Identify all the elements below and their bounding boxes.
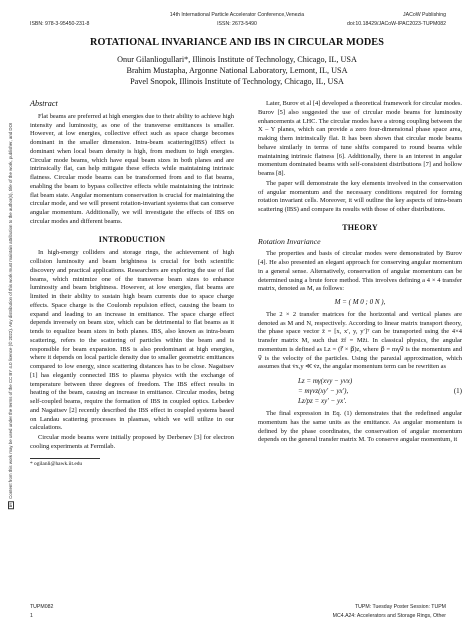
transfer-matrix-equation: M = ( M 0 ; 0 N ), — [334, 298, 386, 306]
abstract-text: Flat beams are preferred at high energies due to their ability to achieve high intensity and luminosity, as one of the transverse emittances is smaller. However, at low energies, collective effect such as space charge becomes dominant in the smaller dimension. Intra-beam scattering(IBS) effect is dominant when local beam density is high, from medium to high energies. Circular mode beams, which have equal beam sizes in both planes and are intrinsically flat, can help mitigate these effects while maintaining intrinsic flatness. Circular mode beams can be transformed from and to flat beams, enabling the beam to bypass collective effects while maintaining the intrinsic flat beam state. Angular momentum conservation is crucial for maintaining the circular mode, and we will present rotation-invariant systems that can conserve angular momentum. Additionally, we will investigate the effects of IBS on circular modes and different beams. — [30, 112, 234, 225]
theory-paragraph-3: The final expression in Eq. (1) demonstrates that the redefined angular momentum has the same units as the emittance. As angular momentum is defined by the phase coordinates, the conservation of angular momentum depends on the general transfer matrix M. To conserve angular momentum, it — [258, 410, 462, 444]
right-column — [258, 100, 462, 445]
doi-label: doi:10.18429/JACoW-IPAC2023-TUPM082 — [347, 21, 446, 27]
paper-code-footer: TUPM082 — [30, 604, 54, 610]
right-paragraph-1: Later, Burov et al [4] developed a theoretical framework for circular modes. Burov [5] also suggested the use of circular mode beams for luminosity enhancements at LHC. The circular modes have a strong coupling between the X – Y planes, which can provide a zero four-dimensional phase space area, making them intrinsically flat. It has been shown that circular mode beams behave similarly in terms of tune shifts compared to round beams while maintaining intrinsic flatness [6]. Additionally, there is an interest in angular momentum dominated beams with self-consistent distributions [7] and hollow beams [8]. — [258, 100, 462, 177]
license-text: Content from this work may be used under the terms of the CC BY 4.0 licence (© 2022). Any distribution of this work must maintain attribution to the author(s), title of the work, publisher, and DOI — [8, 122, 13, 499]
license-text-wrapper — [8, 123, 14, 510]
conference-header: 14th International Particle Accelerator Conference,Venezia — [169, 12, 305, 18]
theory-paragraph-2: The 2 × 2 transfer matrices for the horizontal and vertical planes are denoted as M and N, respectively. According to linear matrix transport theory, the phase space vector z̄ = [x, x′, y, y′]ᵀ can be transported using the 4×4 transfer matrix M, such that z̄f = Mz̄i. In classical physics, the angular momentum is defined as Lz = (r⃗ × p⃗)z, where p⃗ = mγv⃗ is the momentum and v⃗ is the velocity of the particles. Using the paraxial approximation, which assumes that v̇x,y ≪ v̇z, the angular momentum term can be rewritten as — [258, 310, 462, 371]
author-line-3: Pavel Snopok, Illinois Institute of Technology, Chicago, IL, USA — [130, 77, 344, 86]
intro-paragraph-2: Circular mode beams were initially proposed by Derbenev [3] for electron cooling experiments at Fermilab. — [30, 434, 234, 450]
footnote-divider — [30, 458, 100, 459]
issn-label: ISSN: 2673-5490 — [217, 21, 257, 27]
theory-paragraph-1: The properties and basis of circular modes were demonstrated by Burov [4]. He also presented an elegant approach for conserving angular momentum in a general sense. Alternatively, conservation of angular momentum can be determined using a brute force method. This involves defining a 4 × 4 transfer matrix, denoted as M, as follows: — [258, 250, 462, 293]
equation-number: (1) — [453, 387, 462, 395]
page-number: 1 — [30, 613, 33, 619]
author-line-2: Brahim Mustapha, Argonne National Laboratory, Lemont, IL, USA — [126, 66, 348, 75]
author-line-1: Onur Gilanliogullari*, Illinois Institute of Technology, Chicago, IL, USA — [117, 55, 357, 64]
publisher-label: JACoW Publishing — [403, 12, 446, 18]
abstract-heading: Abstract — [30, 99, 58, 108]
equation-line-1: Lz = mγ(xvy − yvx) — [298, 377, 353, 385]
paper-title: ROTATIONAL INVARIANCE AND IBS IN CIRCULAR MODES — [90, 37, 384, 48]
equation-line-3: Lz/pz = xy′ − yx′. — [298, 397, 347, 405]
session-footer: TUPM: Tuesday Poster Session: TUPM — [354, 604, 446, 610]
intro-paragraph-1: In high-energy colliders and storage rings, the achievement of high collision luminosity and beam brightness is crucial for both scientific discovery and practical applications. Researchers are exploring the use of flat beams, which minimize one of the transverse beam sizes to enhance luminosity and beam brightness. However, at low energies, flat beams are limited in their ability to sustain high beam currents due to space charge effects. Space charge is the Coulomb repulsion effect, causing the beam to expand and leading to an increase in emittance. The space charge effect depends inversely on beam size, which can be detrimental to flat beams as it tends to equalize beam sizes in both planes. IBS, also known as intra-beam scattering, refers to the scattering of particles within the beam and is responsible for beam expansion. IBS is also predominant at high energies, where it depends on local particle density due to smaller geometric emittances compared to low energy, since scattering distances has to be close. Nagaitsev [1] has elegantly connected IBS to plasma physics with the exchange of temperature between three degrees of freedom. The IBS effect results in heating of the beam, causing an increase in emittance. Circular modes, being self-coupled beams, require the formation of IBS in coupled optics. Lebedev and Nagaitsev [2] recently described the IBS effect in coupled systems based on Landau scattering processes in plasmas, which we will utilize in our calculations. — [30, 249, 234, 432]
license-sidebar — [7, 55, 15, 577]
cc-license-icon: BY — [9, 502, 13, 508]
introduction-heading: INTRODUCTION — [98, 234, 166, 244]
track-footer: MC4.A24: Accelerators and Storage Rings, Other — [332, 613, 446, 619]
right-paragraph-2: The paper will demonstrate the key elements involved in the conservation of angular momentum and the necessary conditions required for forming rotation invariant cells. Moreover, it will outline the key aspects of intra-beam scattering (IBS) and compare its results with those of other distributions. — [258, 179, 462, 213]
rotation-invariance-heading: Rotation Invariance — [258, 236, 321, 246]
author-email-footnote: * ogilanli@hawk.iit.edu — [30, 460, 83, 467]
left-column — [30, 100, 234, 468]
theory-heading: THEORY — [342, 222, 378, 232]
angular-momentum-equation — [298, 376, 462, 406]
isbn-label: ISBN: 978-3-95450-231-8 — [30, 21, 90, 27]
equation-line-2: = mγvz(xy′ − yx′), — [298, 387, 349, 395]
